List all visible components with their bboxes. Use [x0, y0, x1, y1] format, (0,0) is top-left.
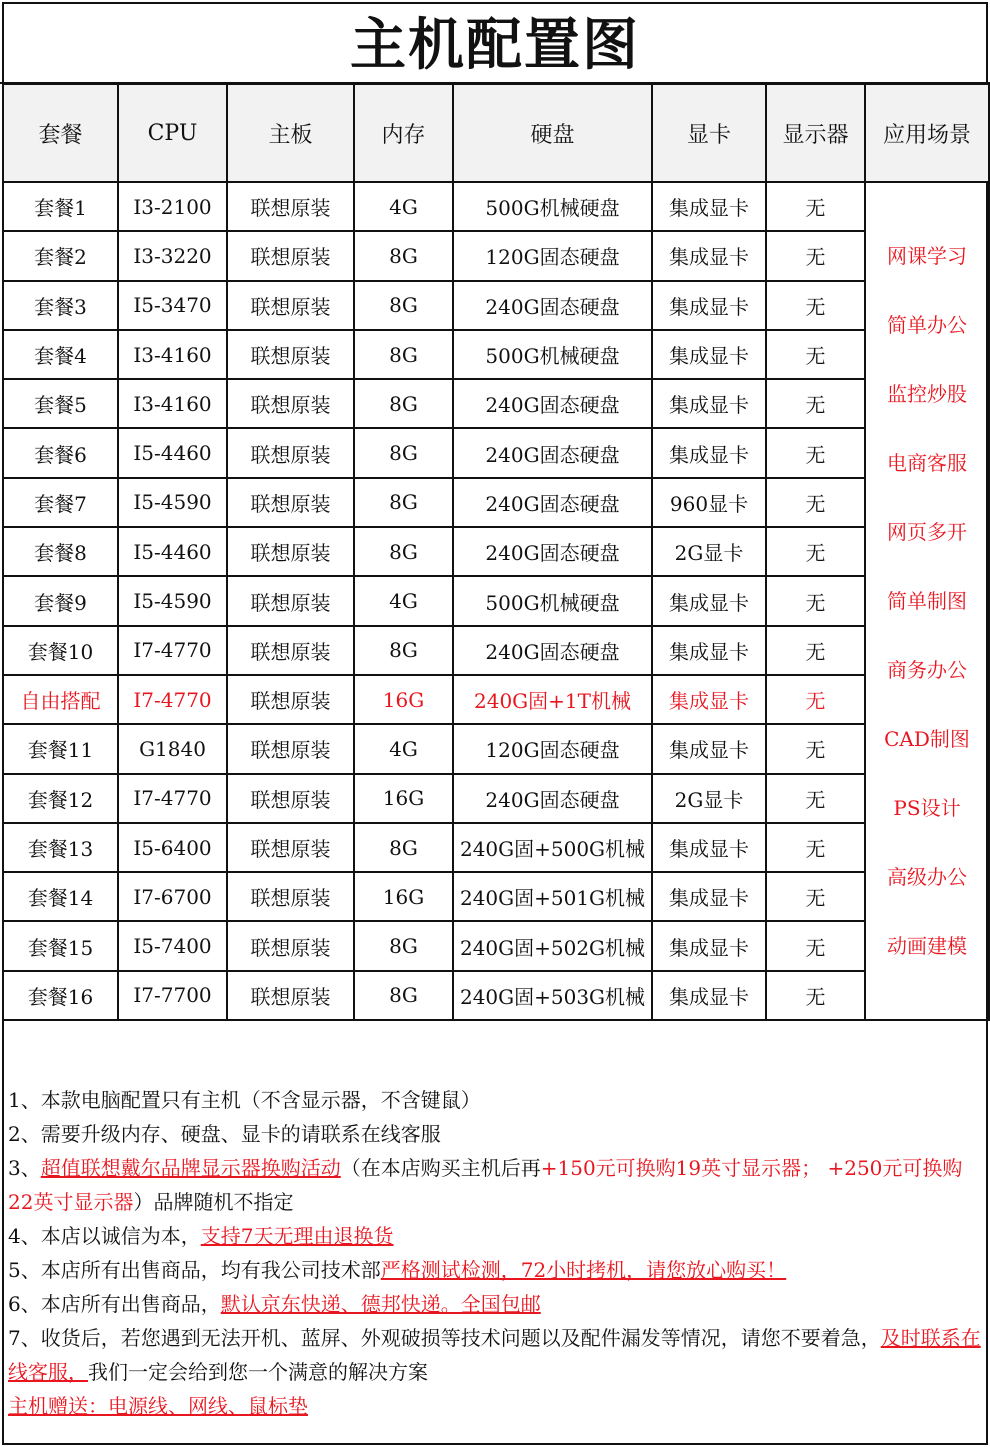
cell-disk: 240G固态硬盘 — [453, 379, 652, 428]
cell-board: 联想原装 — [227, 872, 354, 921]
note-6: 6、本店所有出售商品，默认京东快递、德邦快递。全国包邮 — [8, 1292, 541, 1316]
cell-board: 联想原装 — [227, 330, 354, 379]
cell-cpu: I3-3220 — [118, 231, 227, 280]
cell-gpu: 集成显卡 — [652, 921, 766, 970]
return-policy-link[interactable]: 支持7天无理由退换货 — [200, 1224, 394, 1248]
table-row — [3, 379, 989, 428]
cell-pkg: 套餐13 — [3, 823, 118, 872]
cell-gpu: 集成显卡 — [652, 872, 766, 921]
cell-ram: 16G — [354, 774, 453, 823]
cell-ram: 8G — [354, 971, 453, 1020]
cell-ram: 8G — [354, 823, 453, 872]
cell-monitor: 无 — [766, 231, 865, 280]
cell-board: 联想原装 — [227, 921, 354, 970]
note-5: 5、本店所有出售商品，均有我公司技术部严格测试检测，72小时拷机，请您放心购买！ — [8, 1258, 787, 1282]
note-1: 1、本款电脑配置只有主机（不含显示器，不含键鼠） — [8, 1088, 481, 1112]
cell-gpu: 集成显卡 — [652, 231, 766, 280]
cell-board: 联想原装 — [227, 527, 354, 576]
cell-ram: 8G — [354, 281, 453, 330]
cell-cpu: G1840 — [118, 724, 227, 773]
table-row — [3, 675, 989, 724]
cell-ram: 16G — [354, 675, 453, 724]
column-header: 主板 — [227, 84, 354, 182]
cell-monitor: 无 — [766, 576, 865, 625]
scenario-item: 监控炒股 — [887, 381, 967, 406]
cell-cpu: I5-4460 — [118, 428, 227, 477]
cell-monitor: 无 — [766, 182, 865, 231]
scenario-item: 高级办公 — [887, 864, 967, 889]
cell-gpu: 集成显卡 — [652, 724, 766, 773]
cell-cpu: I7-4770 — [118, 675, 227, 724]
cell-monitor: 无 — [766, 428, 865, 477]
cell-cpu: I3-4160 — [118, 379, 227, 428]
table-row — [3, 231, 989, 280]
cell-monitor: 无 — [766, 626, 865, 675]
scenario-item: CAD制图 — [884, 726, 970, 751]
table-row — [3, 971, 989, 1020]
cell-disk: 240G固态硬盘 — [453, 527, 652, 576]
table-row — [3, 281, 989, 330]
table-row — [3, 872, 989, 921]
cell-pkg: 套餐5 — [3, 379, 118, 428]
gifts-link[interactable]: 主机赠送：电源线、网线、鼠标垫 — [8, 1394, 308, 1418]
cell-monitor: 无 — [766, 527, 865, 576]
cell-cpu: I5-3470 — [118, 281, 227, 330]
cell-pkg: 套餐7 — [3, 478, 118, 527]
cell-gpu: 集成显卡 — [652, 675, 766, 724]
cell-gpu: 集成显卡 — [652, 182, 766, 231]
cell-pkg: 套餐8 — [3, 527, 118, 576]
cell-monitor: 无 — [766, 724, 865, 773]
config-table — [2, 83, 990, 1021]
cell-ram: 8G — [354, 379, 453, 428]
cell-ram: 4G — [354, 182, 453, 231]
cell-monitor: 无 — [766, 379, 865, 428]
cell-ram: 8G — [354, 478, 453, 527]
cell-board: 联想原装 — [227, 626, 354, 675]
cell-ram: 8G — [354, 626, 453, 675]
cell-monitor: 无 — [766, 823, 865, 872]
cell-board: 联想原装 — [227, 774, 354, 823]
cell-cpu: I7-6700 — [118, 872, 227, 921]
table-row — [3, 428, 989, 477]
cell-monitor: 无 — [766, 872, 865, 921]
column-header: 内存 — [354, 84, 453, 182]
column-header: 套餐 — [3, 84, 118, 182]
cell-pkg: 套餐15 — [3, 921, 118, 970]
shipping-link[interactable]: 默认京东快递、德邦快递。全国包邮 — [220, 1292, 541, 1316]
scenario-item: 简单办公 — [887, 312, 967, 337]
table-row — [3, 182, 989, 231]
cell-disk: 240G固+503G机械 — [453, 971, 652, 1020]
cell-disk: 120G固态硬盘 — [453, 724, 652, 773]
cell-disk: 240G固态硬盘 — [453, 478, 652, 527]
cell-gpu: 2G显卡 — [652, 527, 766, 576]
cell-board: 联想原装 — [227, 576, 354, 625]
cell-gpu: 2G显卡 — [652, 774, 766, 823]
cell-monitor: 无 — [766, 774, 865, 823]
cell-gpu: 集成显卡 — [652, 281, 766, 330]
cell-board: 联想原装 — [227, 281, 354, 330]
table-row — [3, 921, 989, 970]
note-8 — [8, 1389, 983, 1423]
testing-link[interactable]: 严格测试检测，72小时拷机，请您放心购买！ — [380, 1258, 787, 1282]
cell-disk: 240G固+501G机械 — [453, 872, 652, 921]
cell-disk: 240G固态硬盘 — [453, 281, 652, 330]
cell-board: 联想原装 — [227, 971, 354, 1020]
table-row — [3, 823, 989, 872]
cell-cpu: I7-4770 — [118, 774, 227, 823]
cell-ram: 4G — [354, 576, 453, 625]
monitor-promo-link[interactable]: 超值联想戴尔品牌显示器换购活动 — [40, 1156, 341, 1180]
cell-gpu: 集成显卡 — [652, 971, 766, 1020]
cell-gpu: 集成显卡 — [652, 379, 766, 428]
cell-pkg: 套餐9 — [3, 576, 118, 625]
cell-cpu: I5-6400 — [118, 823, 227, 872]
column-header: 显卡 — [652, 84, 766, 182]
cell-board: 联想原装 — [227, 675, 354, 724]
cell-ram: 8G — [354, 231, 453, 280]
table-row — [3, 724, 989, 773]
cell-disk: 240G固+502G机械 — [453, 921, 652, 970]
cell-cpu: I3-4160 — [118, 330, 227, 379]
cell-disk: 240G固态硬盘 — [453, 626, 652, 675]
cell-cpu: I5-4590 — [118, 478, 227, 527]
note-7: 7、收货后，若您遇到无法开机、蓝屏、外观破损等技术问题以及配件漏发等情况，请您不要着急，及时联系在线客服，我们一定会给到您一个满意的解决方案 — [8, 1326, 981, 1384]
cell-ram: 8G — [354, 527, 453, 576]
cell-ram: 8G — [354, 921, 453, 970]
scenario-item: 网页多开 — [887, 519, 967, 544]
table-row — [3, 576, 989, 625]
usage-scenarios — [865, 182, 989, 1020]
cell-ram: 8G — [354, 330, 453, 379]
cell-board: 联想原装 — [227, 231, 354, 280]
cell-monitor: 无 — [766, 478, 865, 527]
contact-service-link[interactable]: 及时联系在线客服， — [8, 1326, 981, 1384]
cell-pkg: 套餐14 — [3, 872, 118, 921]
scenario-item: 简单制图 — [887, 588, 967, 613]
cell-ram: 8G — [354, 428, 453, 477]
cell-pkg: 套餐11 — [3, 724, 118, 773]
cell-pkg: 套餐10 — [3, 626, 118, 675]
cell-monitor: 无 — [766, 921, 865, 970]
cell-gpu: 集成显卡 — [652, 428, 766, 477]
table-header-row — [3, 84, 989, 182]
table-row — [3, 626, 989, 675]
cell-ram: 16G — [354, 872, 453, 921]
cell-monitor: 无 — [766, 675, 865, 724]
cell-disk: 240G固态硬盘 — [453, 774, 652, 823]
cell-disk: 500G机械硬盘 — [453, 330, 652, 379]
note-4: 4、本店以诚信为本，支持7天无理由退换货 — [8, 1224, 394, 1248]
cell-cpu: I5-4590 — [118, 576, 227, 625]
column-header: CPU — [118, 84, 227, 182]
cell-gpu: 960显卡 — [652, 478, 766, 527]
scenario-item: PS设计 — [893, 795, 961, 820]
cell-pkg: 套餐6 — [3, 428, 118, 477]
scenario-item: 商务办公 — [887, 657, 967, 682]
cell-gpu: 集成显卡 — [652, 823, 766, 872]
cell-cpu: I3-2100 — [118, 182, 227, 231]
cell-gpu: 集成显卡 — [652, 626, 766, 675]
note-2: 2、需要升级内存、硬盘、显卡的请联系在线客服 — [8, 1122, 441, 1146]
cell-disk: 240G固态硬盘 — [453, 428, 652, 477]
cell-board: 联想原装 — [227, 182, 354, 231]
scenario-item: 网课学习 — [887, 243, 967, 268]
notes-section — [8, 1083, 983, 1423]
column-header: 显示器 — [766, 84, 865, 182]
cell-disk: 500G机械硬盘 — [453, 576, 652, 625]
page-title: 主机配置图 — [0, 0, 990, 84]
cell-cpu: I7-4770 — [118, 626, 227, 675]
table-row — [3, 330, 989, 379]
scenario-item: 动画建模 — [887, 933, 967, 958]
cell-disk: 120G固态硬盘 — [453, 231, 652, 280]
cell-board: 联想原装 — [227, 379, 354, 428]
cell-pkg: 套餐12 — [3, 774, 118, 823]
cell-cpu: I7-7700 — [118, 971, 227, 1020]
note-3: 3、超值联想戴尔品牌显示器换购活动（在本店购买主机后再+150元可换购19英寸显示器； +250元可换购22英寸显示器）品牌随机不指定 — [8, 1156, 963, 1214]
cell-board: 联想原装 — [227, 724, 354, 773]
cell-cpu: I5-7400 — [118, 921, 227, 970]
cell-cpu: I5-4460 — [118, 527, 227, 576]
cell-pkg: 套餐3 — [3, 281, 118, 330]
table-row — [3, 478, 989, 527]
cell-pkg: 套餐2 — [3, 231, 118, 280]
cell-monitor: 无 — [766, 971, 865, 1020]
table-row — [3, 527, 989, 576]
cell-pkg: 套餐4 — [3, 330, 118, 379]
cell-pkg: 套餐16 — [3, 971, 118, 1020]
scenario-item: 电商客服 — [887, 450, 967, 475]
cell-board: 联想原装 — [227, 478, 354, 527]
cell-disk: 500G机械硬盘 — [453, 182, 652, 231]
cell-gpu: 集成显卡 — [652, 576, 766, 625]
column-header: 硬盘 — [453, 84, 652, 182]
cell-monitor: 无 — [766, 281, 865, 330]
cell-disk: 240G固+1T机械 — [453, 675, 652, 724]
cell-board: 联想原装 — [227, 823, 354, 872]
cell-board: 联想原装 — [227, 428, 354, 477]
cell-disk: 240G固+500G机械 — [453, 823, 652, 872]
table-row — [3, 774, 989, 823]
cell-monitor: 无 — [766, 330, 865, 379]
cell-gpu: 集成显卡 — [652, 330, 766, 379]
cell-pkg: 自由搭配 — [3, 675, 118, 724]
cell-ram: 4G — [354, 724, 453, 773]
cell-pkg: 套餐1 — [3, 182, 118, 231]
column-header: 应用场景 — [865, 84, 989, 182]
